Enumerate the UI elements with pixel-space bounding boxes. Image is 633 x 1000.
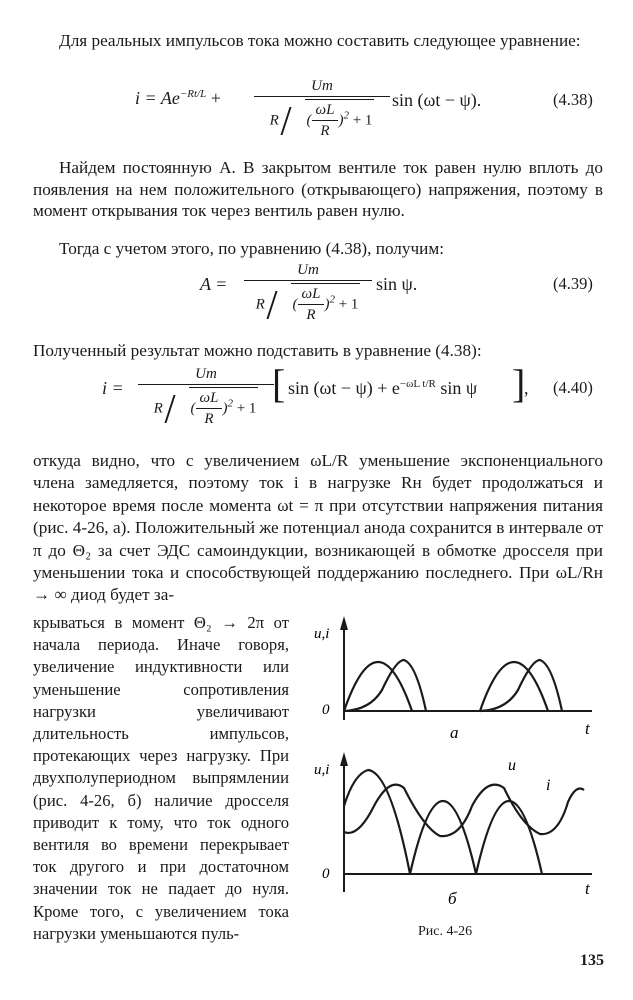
eq440-exp: −ωL t/R bbox=[399, 378, 436, 390]
panel-b-u-segment-2 bbox=[410, 801, 476, 874]
panel-a-y-arrow bbox=[340, 616, 348, 630]
paragraph-find-a: Найдем постоянную A. В закрытом вентиле ток равен нулю вплоть до появления на нем положительного (открывающего) напряжения, поэтому в момент открывания ток через вентиль равен нулю. bbox=[33, 158, 603, 221]
panel-a-tlabel: t bbox=[585, 719, 590, 738]
eq438-den-num: ωL bbox=[312, 102, 339, 121]
eq440-end: , bbox=[524, 378, 529, 398]
eq439-fraction: Um R ( $\frac{\omega L}{R}$ )$^2$ + 1 bbox=[244, 262, 372, 324]
eq438-number: (4.38) bbox=[553, 90, 593, 109]
paragraph-whence: откуда видно, что с увеличением ωL/R уменьшение экспоненциального члена замедляется, поэтому ток i в нагрузке Rн будет продолжаться и некоторое время после момента ωt = π при отсутствии напряжения питания (рис. 4-26, а). Положительный же потенциал анода сохранится в интервале от π до Θ₂ за счет ЭДС самоиндукции, возникающей в обмотке дросселя при уменьшении тока и способствующей поддержанию последнего. При ωL/Rн → ∞ диод будет за- bbox=[33, 451, 603, 605]
panel-a-u-wave-2 bbox=[480, 662, 548, 711]
eq439-num: Um bbox=[244, 262, 372, 281]
eq438-den-r: R bbox=[269, 112, 279, 129]
panel-b-y-arrow bbox=[340, 752, 348, 766]
eq438-pow: 2 bbox=[343, 109, 349, 122]
eq438-exp: −Rt/L bbox=[179, 88, 207, 100]
panel-a bbox=[314, 616, 592, 742]
eq439-number: (4.39) bbox=[553, 274, 593, 293]
eq439-pow: 2 bbox=[329, 293, 335, 306]
figure-4-26 bbox=[300, 610, 610, 940]
panel-a-i-pulse-2 bbox=[480, 660, 562, 711]
eq439-den-den: R bbox=[306, 307, 316, 323]
figure-caption: Рис. 4-26 bbox=[418, 924, 473, 939]
panel-b-sublabel: б bbox=[448, 889, 457, 908]
eq440-den-r: R bbox=[153, 400, 163, 417]
eq440-num: Um bbox=[138, 366, 274, 385]
eq438-lhs: i = Ae bbox=[135, 88, 180, 108]
panel-a-ylabel: u,i bbox=[314, 626, 330, 642]
panel-b-tlabel: t bbox=[585, 879, 590, 898]
eq439-tail: sin ψ. bbox=[376, 274, 418, 294]
panel-a-sublabel: а bbox=[450, 723, 459, 742]
eq438-num: Um bbox=[254, 78, 390, 97]
eq440-tail: sin ψ bbox=[440, 378, 478, 398]
panel-a-i-pulse-1 bbox=[344, 660, 426, 711]
eq438-fraction: Um R ( $\frac{\omega L}{R}$ )$^2$ + 1 bbox=[254, 78, 390, 140]
paragraph-intro: Для реальных импульсов тока можно составить следующее уравнение: bbox=[59, 31, 581, 50]
eq440-lhs: i = bbox=[102, 378, 124, 398]
eq439-den-plus: + 1 bbox=[338, 296, 359, 313]
eq440-bracket: sin (ωt − ψ) + e bbox=[288, 378, 400, 398]
page-number: 135 bbox=[580, 952, 604, 969]
eq439-den-r: R bbox=[255, 296, 265, 313]
panel-b-u-label: u bbox=[508, 757, 516, 774]
paragraph-substitute: Полученный результат можно подставить в уравнение (4.38): bbox=[33, 341, 482, 360]
eq438-den-plus: + 1 bbox=[352, 112, 373, 129]
equation-4-38 bbox=[0, 78, 633, 148]
eq440-den-plus: + 1 bbox=[236, 400, 257, 417]
eq438-den-den: R bbox=[320, 123, 330, 139]
paragraph-closing: крываться в момент Θ₂ → 2π от начала периода. Иначе говоря, увеличение индуктивности или уменьшение сопротивления нагрузки увеличивают длительность импульсов, протекающих через нагрузку. При двухполупериодном выпрямлении (рис. 4-26, б) наличие дросселя приводит к тому, что ток одного вентиля во времени перекрывает ток другого и при достаточном значении ток не падает до нуля. Кроме того, с увеличением тока нагрузки уменьшаются пуль- bbox=[33, 613, 289, 943]
paragraph-then: Тогда с учетом этого, по уравнению (4.38), получим: bbox=[59, 239, 444, 258]
panel-a-zero: 0 bbox=[322, 702, 330, 718]
panel-b-i-label: i bbox=[546, 777, 551, 794]
eq438-tail: sin (ωt − ψ). bbox=[392, 90, 482, 110]
eq440-den-den: R bbox=[204, 411, 214, 427]
panel-b-u-segment-3 bbox=[476, 801, 542, 874]
equation-4-39 bbox=[0, 262, 633, 334]
eq440-fraction: Um R ( $\frac{\omega L}{R}$ )$^2$ + 1 bbox=[138, 366, 274, 428]
eq440-pow: 2 bbox=[227, 397, 233, 410]
eq440-den-num: ωL bbox=[196, 390, 223, 409]
panel-b-ylabel: u,i bbox=[314, 762, 330, 778]
equation-4-40: i = Um R ( $\frac{\omega L}{R}$ )$^2$ + 1 [ $\sin (\omega t - \psi) + e^{-\omega L t/R}$ sin ψ ] , (4.40) bbox=[102, 361, 593, 427]
eq440-number: (4.40) bbox=[553, 378, 593, 397]
panel-a-u-wave-1 bbox=[344, 662, 412, 711]
eq439-den-num: ωL bbox=[298, 286, 325, 305]
panel-b bbox=[314, 752, 592, 908]
eq439-lhs: A = bbox=[200, 274, 228, 294]
eq438-plus: + bbox=[210, 88, 221, 108]
panel-b-zero: 0 bbox=[322, 866, 330, 882]
